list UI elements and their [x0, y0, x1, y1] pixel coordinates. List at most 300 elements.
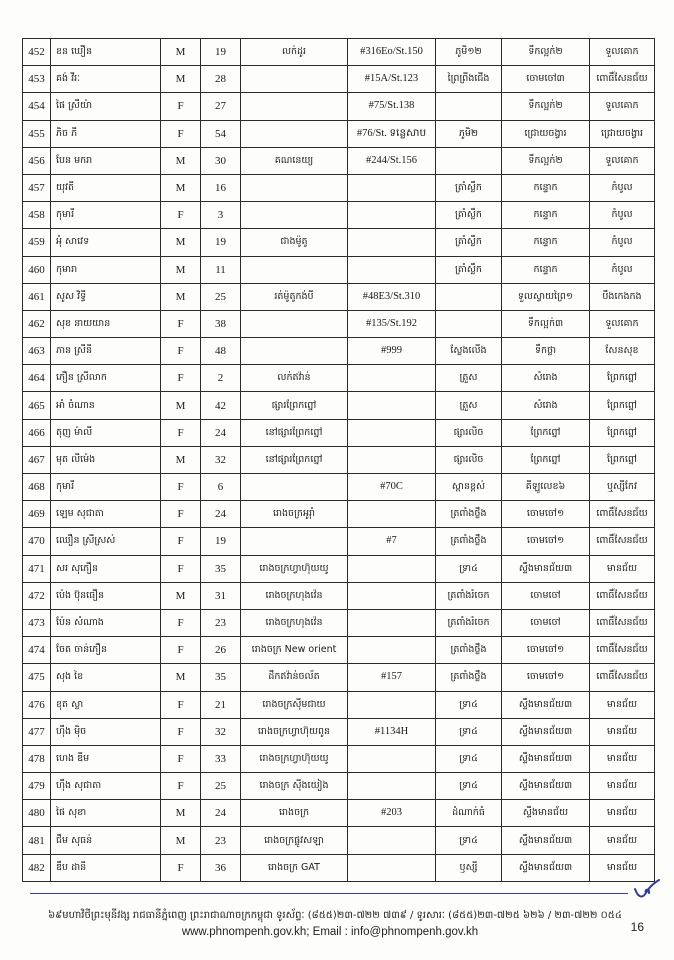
age-cell: 6	[201, 474, 241, 501]
village-cell	[436, 147, 502, 174]
sangkat-cell: ចោមចៅ១	[502, 664, 590, 691]
khan-cell: ឬស្សីកែវ	[590, 474, 655, 501]
sex-cell: M	[161, 664, 201, 691]
house-street-cell	[348, 365, 436, 392]
person-name-cell: ឡេម សុជាតា	[51, 501, 161, 528]
person-name-cell: មុត លីម៉េង	[51, 446, 161, 473]
row-number-cell: 457	[23, 174, 51, 201]
occupation-cell: រោងចក្រ GAT	[241, 854, 348, 881]
khan-cell: ទួលគោក	[590, 310, 655, 337]
person-name-cell: សរ សុភឿន	[51, 555, 161, 582]
house-street-cell: #76/St. ទន្លេសាប	[348, 120, 436, 147]
person-name-cell: កុមារី	[51, 202, 161, 229]
person-name-cell: ចែត ចាន់ភឿន	[51, 637, 161, 664]
row-number-cell: 459	[23, 229, 51, 256]
village-cell: ព្រៃព្រីងជើង	[436, 66, 502, 93]
table-row	[23, 609, 655, 636]
table-row	[23, 501, 655, 528]
house-street-cell: #1134H	[348, 718, 436, 745]
row-number-cell: 474	[23, 637, 51, 664]
khan-cell: សែនសុខ	[590, 338, 655, 365]
village-cell	[436, 310, 502, 337]
village-cell: ទ្រា៤	[436, 745, 502, 772]
occupation-cell: រោងចក្រស៊ីមជាយ	[241, 691, 348, 718]
khan-cell: មានជ័យ	[590, 800, 655, 827]
row-number-cell: 467	[23, 446, 51, 473]
house-street-cell	[348, 637, 436, 664]
table-row	[23, 283, 655, 310]
sangkat-cell: ស្ទឹងមានជ័យ៣	[502, 773, 590, 800]
sex-cell: M	[161, 39, 201, 66]
house-street-cell: #7	[348, 528, 436, 555]
sangkat-cell: ស្ទឹងមានជ័យ៣	[502, 827, 590, 854]
sangkat-cell: ស្ទឹងមានជ័យ៣	[502, 718, 590, 745]
occupation-cell: លក់ដូរ	[241, 39, 348, 66]
sangkat-cell: កន្ទោក	[502, 229, 590, 256]
occupation-cell	[241, 120, 348, 147]
village-cell: ទ្រា៤	[436, 718, 502, 745]
house-street-cell	[348, 745, 436, 772]
age-cell: 28	[201, 66, 241, 93]
table-row	[23, 93, 655, 120]
person-name-cell: ខុត ស្លា	[51, 691, 161, 718]
age-cell: 30	[201, 147, 241, 174]
person-name-cell: សូស វិទ្ធី	[51, 283, 161, 310]
row-number-cell: 481	[23, 827, 51, 854]
age-cell: 19	[201, 528, 241, 555]
person-name-cell: ប៉ែន សំណាង	[51, 609, 161, 636]
age-cell: 23	[201, 827, 241, 854]
person-name-cell: ឈឿន ស្រីស្រស់	[51, 528, 161, 555]
village-cell	[436, 93, 502, 120]
person-name-cell: ហ៊ឹង សុជាតា	[51, 773, 161, 800]
age-cell: 48	[201, 338, 241, 365]
person-name-cell: សុខ នាយយាន	[51, 310, 161, 337]
age-cell: 54	[201, 120, 241, 147]
sangkat-cell: ចោមចៅ១	[502, 501, 590, 528]
table-row	[23, 174, 655, 201]
sangkat-cell: ចោមចៅ១	[502, 528, 590, 555]
occupation-cell: រោងចក្រផ្លូវសឡា	[241, 827, 348, 854]
person-name-cell: ហ៊ឹង ម៉ិច	[51, 718, 161, 745]
row-number-cell: 475	[23, 664, 51, 691]
village-cell: ភូមិ២	[436, 120, 502, 147]
sex-cell: M	[161, 174, 201, 201]
house-street-cell	[348, 174, 436, 201]
khan-cell: ពោធិ៍សែនជ័យ	[590, 528, 655, 555]
village-cell: ត្រាំស្លឹក	[436, 174, 502, 201]
khan-cell: ទួលគោក	[590, 39, 655, 66]
house-street-cell	[348, 582, 436, 609]
page-number: 16	[630, 920, 644, 934]
occupation-cell: នៅផ្សារព្រែកព្នៅ	[241, 419, 348, 446]
row-number-cell: 458	[23, 202, 51, 229]
table-row	[23, 365, 655, 392]
age-cell: 21	[201, 691, 241, 718]
village-cell: ទ្រា៤	[436, 827, 502, 854]
age-cell: 23	[201, 609, 241, 636]
row-number-cell: 452	[23, 39, 51, 66]
khan-cell: ព្រែកព្នៅ	[590, 446, 655, 473]
table-row	[23, 419, 655, 446]
khan-cell: ព្រែកព្នៅ	[590, 365, 655, 392]
khan-cell: មានជ័យ	[590, 854, 655, 881]
occupation-cell: លក់ឥវ៉ាន់	[241, 365, 348, 392]
sangkat-cell: កន្ទោក	[502, 256, 590, 283]
house-street-cell	[348, 773, 436, 800]
village-cell: ទ្រា៤	[436, 555, 502, 582]
village-cell: ត្រួស	[436, 392, 502, 419]
sangkat-cell: ចោមចៅ១	[502, 637, 590, 664]
table-row	[23, 256, 655, 283]
sangkat-cell: ស្ទឹងមានជ័យ៣	[502, 555, 590, 582]
house-street-cell: #157	[348, 664, 436, 691]
person-name-cell: សុង ខៃ	[51, 664, 161, 691]
sex-cell: F	[161, 718, 201, 745]
person-name-cell: ផៃ សុខា	[51, 800, 161, 827]
sex-cell: F	[161, 338, 201, 365]
occupation-cell	[241, 256, 348, 283]
sex-cell: F	[161, 419, 201, 446]
age-cell: 26	[201, 637, 241, 664]
row-number-cell: 468	[23, 474, 51, 501]
sex-cell: M	[161, 800, 201, 827]
sangkat-cell: ចោមចៅ	[502, 609, 590, 636]
person-name-cell: ផៃ ស្រីយ៉ា	[51, 93, 161, 120]
table-row	[23, 446, 655, 473]
sex-cell: F	[161, 501, 201, 528]
row-number-cell: 456	[23, 147, 51, 174]
age-cell: 11	[201, 256, 241, 283]
table-row	[23, 773, 655, 800]
row-number-cell: 477	[23, 718, 51, 745]
occupation-cell: ដឹកឥវ៉ាន់ចល័ត	[241, 664, 348, 691]
row-number-cell: 469	[23, 501, 51, 528]
table-row	[23, 392, 655, 419]
person-name-cell: កុមារា	[51, 256, 161, 283]
khan-cell: បឹងកេងកង	[590, 283, 655, 310]
row-number-cell: 476	[23, 691, 51, 718]
person-name-cell: កុមារី	[51, 474, 161, 501]
sangkat-cell: ទឹកថ្លា	[502, 338, 590, 365]
age-cell: 35	[201, 664, 241, 691]
person-name-cell: ភិច ភី	[51, 120, 161, 147]
house-street-cell	[348, 555, 436, 582]
village-cell: ទ្រា៤	[436, 773, 502, 800]
khan-cell: កំបូល	[590, 174, 655, 201]
sex-cell: F	[161, 202, 201, 229]
sex-cell: M	[161, 582, 201, 609]
age-cell: 42	[201, 392, 241, 419]
occupation-cell	[241, 338, 348, 365]
table-row	[23, 120, 655, 147]
occupation-cell	[241, 310, 348, 337]
house-street-cell: #203	[348, 800, 436, 827]
occupation-cell	[241, 202, 348, 229]
house-street-cell	[348, 419, 436, 446]
house-street-cell	[348, 854, 436, 881]
sangkat-cell: សំរោង	[502, 392, 590, 419]
row-number-cell: 453	[23, 66, 51, 93]
sangkat-cell: ទឹកល្អក់២	[502, 93, 590, 120]
row-number-cell: 455	[23, 120, 51, 147]
village-cell: ស្លែងលើង	[436, 338, 502, 365]
table-row	[23, 718, 655, 745]
sangkat-cell: ទឹកល្អក់២	[502, 147, 590, 174]
sex-cell: F	[161, 854, 201, 881]
age-cell: 24	[201, 501, 241, 528]
row-number-cell: 462	[23, 310, 51, 337]
occupation-cell: រោងចក្រហ្វាហ៊ុយយូ	[241, 745, 348, 772]
sangkat-cell: ចោមចៅ	[502, 582, 590, 609]
village-cell: ផ្សារលិច	[436, 419, 502, 446]
table-row	[23, 555, 655, 582]
sex-cell: F	[161, 120, 201, 147]
sangkat-cell: ស្ទឹងមានជ័យ៣	[502, 691, 590, 718]
occupation-cell: រត់ម៉ូតូកង់បី	[241, 283, 348, 310]
khan-cell: មានជ័យ	[590, 691, 655, 718]
person-name-cell: បែន មករា	[51, 147, 161, 174]
age-cell: 33	[201, 745, 241, 772]
table-row	[23, 310, 655, 337]
table-row	[23, 229, 655, 256]
occupation-cell: នៅផ្សារព្រែកព្នៅ	[241, 446, 348, 473]
person-name-cell: ភឿន ស្រីលាក	[51, 365, 161, 392]
khan-cell: ពោធិ៍សែនជ័យ	[590, 582, 655, 609]
village-cell: ត្រាំស្លឹក	[436, 202, 502, 229]
house-street-cell: #999	[348, 338, 436, 365]
sex-cell: F	[161, 474, 201, 501]
occupation-cell	[241, 93, 348, 120]
house-street-cell	[348, 691, 436, 718]
table-row	[23, 745, 655, 772]
occupation-cell: រោងចក្រ	[241, 800, 348, 827]
occupation-cell: រោងចក្រហុងវ៉េន	[241, 609, 348, 636]
table-row	[23, 338, 655, 365]
sex-cell: M	[161, 229, 201, 256]
table-row	[23, 39, 655, 66]
house-street-cell: #15A/St.123	[348, 66, 436, 93]
khan-cell: ទួលគោក	[590, 147, 655, 174]
house-street-cell: #48E3/St.310	[348, 283, 436, 310]
age-cell: 36	[201, 854, 241, 881]
village-cell	[436, 283, 502, 310]
sangkat-cell: ព្រែកព្នៅ	[502, 446, 590, 473]
person-name-cell: ខន ឃឿន	[51, 39, 161, 66]
row-number-cell: 460	[23, 256, 51, 283]
age-cell: 24	[201, 419, 241, 446]
house-street-cell: #244/St.156	[348, 147, 436, 174]
sex-cell: F	[161, 310, 201, 337]
sex-cell: M	[161, 256, 201, 283]
table-row	[23, 664, 655, 691]
age-cell: 31	[201, 582, 241, 609]
person-name-cell: ជឹម សុធន់	[51, 827, 161, 854]
age-cell: 35	[201, 555, 241, 582]
sex-cell: F	[161, 555, 201, 582]
row-number-cell: 464	[23, 365, 51, 392]
footer-address: ៦៩មហាវិថីព្រះមុនីវង្ស រាជធានីភ្នំពេញ ព្រះរាជាណាចក្រកម្ពុជា ទូរស័ព្ទៈ (៨៥៥)២៣-៧២២ ៧៣៩ / ទូរសារៈ (៨៥៥)២៣-៧២៥ ៦២៦ / ២៣-៧២២ ០៥៤	[48, 910, 622, 921]
age-cell: 19	[201, 229, 241, 256]
sex-cell: F	[161, 528, 201, 555]
house-street-cell	[348, 827, 436, 854]
person-name-cell: ប៉េង ប៊ុនធឿន	[51, 582, 161, 609]
person-name-cell: ភាន ស្រីនី	[51, 338, 161, 365]
row-number-cell: 482	[23, 854, 51, 881]
row-number-cell: 471	[23, 555, 51, 582]
occupation-cell: រោងចក្រហ្វាហ៊ុយពូន	[241, 718, 348, 745]
occupation-cell: រោងចក្រអូរ៉ាំ	[241, 501, 348, 528]
person-name-cell: គង់ វីរៈ	[51, 66, 161, 93]
khan-cell: ពោធិ៍សែនជ័យ	[590, 609, 655, 636]
sangkat-cell: ចោមចៅ៣	[502, 66, 590, 93]
village-cell: ត្រាំស្លឹក	[436, 229, 502, 256]
village-cell: ឫស្សី	[436, 854, 502, 881]
sex-cell: M	[161, 147, 201, 174]
house-street-cell: #135/St.192	[348, 310, 436, 337]
occupation-cell	[241, 528, 348, 555]
table-row	[23, 637, 655, 664]
sex-cell: M	[161, 66, 201, 93]
khan-cell: កំបូល	[590, 229, 655, 256]
khan-cell: ជ្រោយចង្វារ	[590, 120, 655, 147]
sangkat-cell: ព្រែកព្នៅ	[502, 419, 590, 446]
sangkat-cell: សំរោង	[502, 365, 590, 392]
occupation-cell: ជាងម៉ូតូ	[241, 229, 348, 256]
village-cell: ត្រពាំងថ្លឹង	[436, 501, 502, 528]
house-street-cell: #70C	[348, 474, 436, 501]
village-cell: ត្រាំស្លឹក	[436, 256, 502, 283]
sangkat-cell: ស្ទឹងមានជ័យ៣	[502, 745, 590, 772]
occupation-cell: រោងចក្រ New orient	[241, 637, 348, 664]
table-row	[23, 474, 655, 501]
house-street-cell	[348, 446, 436, 473]
sangkat-cell: កន្ទោក	[502, 174, 590, 201]
table-row	[23, 800, 655, 827]
sangkat-cell: ទឹកល្អក់២	[502, 39, 590, 66]
village-cell: ផ្សារលិច	[436, 446, 502, 473]
table-row	[23, 66, 655, 93]
house-street-cell	[348, 229, 436, 256]
person-name-cell: អុំ សាវេទ	[51, 229, 161, 256]
row-number-cell: 472	[23, 582, 51, 609]
sangkat-cell: ជ្រោយចង្វារ	[502, 120, 590, 147]
sex-cell: F	[161, 93, 201, 120]
khan-cell: មានជ័យ	[590, 827, 655, 854]
case-list-table	[22, 38, 655, 882]
sex-cell: M	[161, 827, 201, 854]
age-cell: 25	[201, 283, 241, 310]
table-body	[23, 39, 655, 882]
occupation-cell	[241, 66, 348, 93]
age-cell: 25	[201, 773, 241, 800]
khan-cell: ពោធិ៍សែនជ័យ	[590, 66, 655, 93]
sangkat-cell: ស្ទឹងមានជ័យ	[502, 800, 590, 827]
house-street-cell	[348, 256, 436, 283]
occupation-cell: រោងចក្រ ស៊ីងយៀង	[241, 773, 348, 800]
village-cell: ត្រួស	[436, 365, 502, 392]
table-row	[23, 582, 655, 609]
khan-cell: មានជ័យ	[590, 555, 655, 582]
khan-cell: មានជ័យ	[590, 745, 655, 772]
sex-cell: F	[161, 745, 201, 772]
age-cell: 27	[201, 93, 241, 120]
occupation-cell: គណនេយ្យ	[241, 147, 348, 174]
person-name-cell: តុញ ម៉ាលី	[51, 419, 161, 446]
row-number-cell: 461	[23, 283, 51, 310]
khan-cell: កំបូល	[590, 202, 655, 229]
occupation-cell	[241, 474, 348, 501]
row-number-cell: 466	[23, 419, 51, 446]
row-number-cell: 473	[23, 609, 51, 636]
house-street-cell	[348, 609, 436, 636]
row-number-cell: 463	[23, 338, 51, 365]
sex-cell: F	[161, 637, 201, 664]
khan-cell: កំបូល	[590, 256, 655, 283]
table-row	[23, 147, 655, 174]
person-name-cell: អាំ ចំណាន	[51, 392, 161, 419]
khan-cell: ព្រែកព្នៅ	[590, 392, 655, 419]
house-street-cell: #75/St.138	[348, 93, 436, 120]
khan-cell: ពោធិ៍សែនជ័យ	[590, 664, 655, 691]
khan-cell: ពោធិ៍សែនជ័យ	[590, 637, 655, 664]
table-row	[23, 691, 655, 718]
sangkat-cell: គីឡូលេខ៦	[502, 474, 590, 501]
footer-divider	[30, 893, 628, 894]
sangkat-cell: ទឹកល្អក់៣	[502, 310, 590, 337]
sex-cell: F	[161, 609, 201, 636]
age-cell: 32	[201, 718, 241, 745]
occupation-cell: ផ្សារព្រែកព្នៅ	[241, 392, 348, 419]
khan-cell: មានជ័យ	[590, 718, 655, 745]
age-cell: 24	[201, 800, 241, 827]
sangkat-cell: ទួលស្វាយព្រៃ១	[502, 283, 590, 310]
row-number-cell: 480	[23, 800, 51, 827]
table-row	[23, 528, 655, 555]
khan-cell: ទួលគោក	[590, 93, 655, 120]
sex-cell: F	[161, 365, 201, 392]
sex-cell: M	[161, 283, 201, 310]
row-number-cell: 479	[23, 773, 51, 800]
sangkat-cell: ស្ទឹងមានជ័យ៣	[502, 854, 590, 881]
sex-cell: M	[161, 392, 201, 419]
row-number-cell: 465	[23, 392, 51, 419]
age-cell: 19	[201, 39, 241, 66]
khan-cell: ព្រែកព្នៅ	[590, 419, 655, 446]
table-row	[23, 827, 655, 854]
khan-cell: មានជ័យ	[590, 773, 655, 800]
row-number-cell: 454	[23, 93, 51, 120]
village-cell: ត្រពាំងថ្លឹង	[436, 528, 502, 555]
row-number-cell: 470	[23, 528, 51, 555]
village-cell: ត្រពាំងថ្លឹង	[436, 637, 502, 664]
footer-web-email: www.phnompenh.gov.kh; Email : info@phnompenh.gov.kh	[181, 926, 479, 938]
house-street-cell	[348, 501, 436, 528]
occupation-cell: រោងចក្រហ្វាហ៊ុយយូ	[241, 555, 348, 582]
khan-cell: ពោធិ៍សែនជ័យ	[590, 501, 655, 528]
sangkat-cell: កន្ទោក	[502, 202, 590, 229]
age-cell: 38	[201, 310, 241, 337]
house-street-cell	[348, 392, 436, 419]
age-cell: 32	[201, 446, 241, 473]
village-cell: ត្រពាំងថ្លឹង	[436, 664, 502, 691]
house-street-cell	[348, 202, 436, 229]
sex-cell: M	[161, 446, 201, 473]
village-cell: ត្រពាំងរំចេក	[436, 582, 502, 609]
table-row	[23, 854, 655, 881]
occupation-cell: រោងចក្រហុងវ៉េន	[241, 582, 348, 609]
sex-cell: F	[161, 691, 201, 718]
